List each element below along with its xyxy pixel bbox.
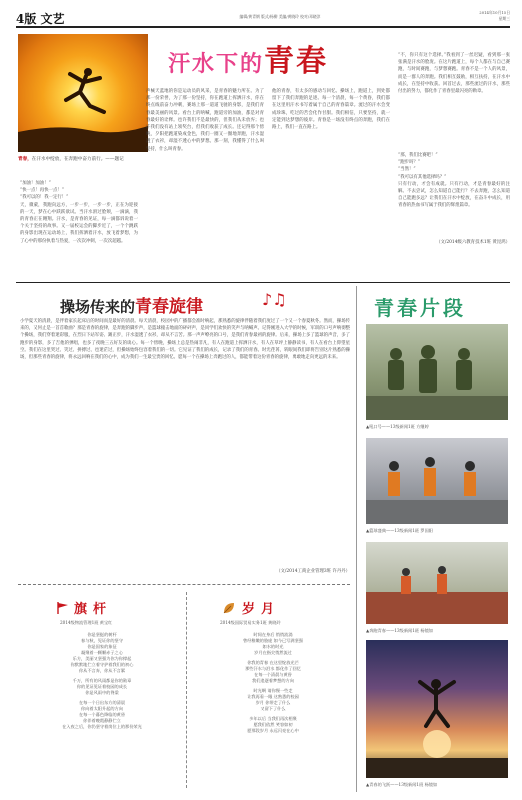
runner-sunset-photo <box>18 34 148 152</box>
music-note-icon: ♪♫ <box>262 290 287 309</box>
poem-line: 在每一个日出东方的清晨 <box>78 700 126 705</box>
poem-line: “我可以的！我一定行！” <box>20 195 69 201</box>
photo-section-divider <box>356 286 357 792</box>
date-line: 2014年10月15日 <box>479 10 510 15</box>
poem-line: 岁月在指尖悄然流过 <box>254 650 292 655</box>
poem-line: 乐方，美丽又坚强为你为你撑起 <box>72 656 132 661</box>
poem-line: 在每一个清晨与黄昏 <box>254 672 292 677</box>
photo-caption-1: ▲吼口号——13级新闻1班 方继婷 <box>366 424 429 429</box>
poem2-body <box>194 632 352 734</box>
article1-col3-text: 他的青春，有太多的感动与回忆。操场上，跑道上，到处都留下了我们奔跑的足迹。每一个清晨，每一个黄昏，我们都在这里用汗水书写着属于自己的青春篇章。流过的汗水会变成珍珠，吃过的苦会化作甘甜。我们相信，只要坚持，就一定能到达梦想的彼岸。青春是一场没有终点的奔跑，我们在路上，我们一直在路上。 <box>272 89 390 131</box>
article1-col1 <box>20 180 138 310</box>
poem-line: 你我的青春 在这里绽放光芒 <box>247 660 299 665</box>
runners-illustration-icon <box>366 542 508 624</box>
poems-top-divider <box>18 584 350 585</box>
poem-line: 时光啊 请你慢一些走 <box>253 688 293 693</box>
article2-byline: （文/2014工商企业管理3班 许丹丹） <box>276 569 350 574</box>
page-label: 4版 文艺 <box>16 12 65 26</box>
photo-military-salute <box>366 324 508 420</box>
photo-caption-4: ▲青春的飞跃——13级新闻1班 杨镜如 <box>366 782 438 787</box>
players-illustration-icon <box>366 438 508 524</box>
flag-icon <box>56 600 70 619</box>
article1-col4-text: “不，你只有这个选择。”我看到了一丝迟疑，看到那一张张满是汗水的脸庞。在这片跑道上，每个人都在与自己赛跑，与时间赛跑，与梦想赛跑。青春不是一个人的风景，而是一群人的奔跑。我们相互鼓励，相互扶持，在汗水中成长，在坚持中收获。回首过去，那些流过的汗水，那些付出的努力，都化作了青春里最闪亮的勋章。 <box>398 53 510 95</box>
dialog-line: “那，我们比赛吧！” <box>398 153 438 158</box>
photo-caption-3: ▲奔跑青春——13级新闻1班 杨镜如 <box>366 628 433 633</box>
soldiers-illustration-icon <box>366 324 508 420</box>
article1-col1-text: 天，微蒙，我跑向远方，一步一步，一步一步，正在为迎接的一天，梦在心中跃跃欲试。当汗水滑过脸颊，一滴滴，我的青春正在翱翔。汗水，是青春的见证，每一滴都诉说着一个关于坚持的故事。又一届校运会的脚步近了，一个个跳跃的身影出现在运动场上，我们挥洒着汗水，放飞着梦想，为了心中的那份执着与热爱，一次次冲刺，一次次超越。 <box>20 202 138 244</box>
poem-line: 时间在身后 悄悄流淌 <box>253 632 293 637</box>
poem-line: “快一点！再快一点！” <box>20 188 65 194</box>
poem-line: 你是坚挺的树杆 <box>87 632 117 637</box>
poem-line: “加油！加油！” <box>20 181 51 186</box>
article1-col2-text: 声械天蓝地的你是运动员的风采，是青春的魅力所在。为了那一份荣誉，为了那一份坚持，你在跑道上挥洒汗水，你在终点线前奋力冲刺，赛场上那一道道飞驰的身影，是我们青春最美丽的风景。看台上的呐喊，跑道旁的加油，都是对青春最好的诠释。也许我们不是最快的，但我们从未放弃；也许我们没有站上领奖台，但我们收获了成长。还记得那个傍晚，夕阳把跑道染成金色，我们一圈又一圈地奔跑，汗水湿透了衣衫，却湿不透心中的梦想。那一刻，我懂得了什么叫坚持，什么叫青春。 <box>146 89 264 152</box>
poem-line: 在每一个暮色降临的黄昏 <box>78 712 126 717</box>
photo-section-title: 青春片段 <box>374 296 466 320</box>
article2-title-part1: 操场传来的 <box>60 298 136 316</box>
photo-caption-2: ▲篮球盛典——13级新闻1班 罗国阳 <box>366 528 433 533</box>
article1-col4 <box>398 52 510 246</box>
jumping-person-icon <box>366 640 508 778</box>
header-rule <box>16 26 510 28</box>
runner-silhouette-icon <box>18 34 148 152</box>
weekday: 星期三 <box>498 16 510 21</box>
poem1-body <box>24 632 180 730</box>
article1-title-part1: 汗水下的 <box>168 52 265 77</box>
leaf-icon <box>222 600 236 619</box>
photo-jump-sunset <box>366 640 508 778</box>
article2-title-part2: 青春旋律 <box>135 297 204 317</box>
poem-line: 千万，所有的风雨都是你的勋章 <box>72 678 132 683</box>
poem-line: 愿我们依然 笑容如初 <box>253 722 293 727</box>
poem-line: 凝聚着一颗颗赤子之心 <box>81 650 123 655</box>
article1-col4-text2: 只有行动，才会有成就。只有行动，才是青春最好的注解。不去尝试，怎么知道自己能行？不去奔跑，怎么知道自己能跑多远？让我们在汗水中绽放，在奋斗中成长，用青春的热血书写属于我们的辉煌篇章。 <box>398 181 510 209</box>
poem-line: 多年以后 当我们再次相聚 <box>249 716 297 721</box>
poems-divider <box>186 592 187 788</box>
article1-title <box>168 36 388 80</box>
poem1-title: 旗杆 <box>74 602 113 617</box>
poem-line: 你默默地伫立着守护着我们的初心 <box>70 662 134 667</box>
poem-line: 你是风雨中的脊梁 <box>85 690 119 695</box>
article1-title-part2: 青春 <box>264 44 329 79</box>
poem-line: 你从不言弃，你从不言累 <box>78 668 126 673</box>
poem-line: 我们追逐着梦想的方向 <box>252 678 294 683</box>
poem-line: 如水的时光 <box>262 644 284 649</box>
photo-running-track <box>366 542 508 624</box>
section-rule-1 <box>16 282 510 283</box>
dialog-line: “跑步吗？” <box>398 160 421 166</box>
poem1-byline: 2014级物流管理1班 黄宝红 <box>60 620 113 625</box>
poem-line: 你向着太阳升起的方向 <box>81 706 123 711</box>
poem-line: 又留下了什么 <box>260 706 286 711</box>
poem-line: 愿那段岁月 永远闪亮在心中 <box>247 728 299 733</box>
article1-byline: （文/2014级六教育技术1班 黄昆鸿） <box>436 239 510 245</box>
poem2-title: 岁月 <box>242 602 281 617</box>
poem-line: 春与秋，见证你的坚守 <box>81 638 123 643</box>
article2-body: 小学夏天的清晨，是伴着家长起床后的时间而是最好的清晨。每天清晨，校园中的广播都会准时响起，那熟悉的旋律伴随着我们度过了一个又一个春夏秋冬。然而，操场传来的，又何止是一首首歌曲？那是青春的旋律，是奔跑的脚步声，是篮球撞击地面的砰砰声，是同学们欢快的笑声与呐喊声。记得刚进入大学的时候，军训的口号声响彻整个操场，我们穿着迷彩服，在烈日下站军姿、踢正步，汗水湿透了衣衫，却从不言苦。那一声声嘹亮的口号，是我们青春最初的旋律。后来，操场上多了篮球的声音，多了跑步的身影，多了吉他的弹唱，也多了夜晚三五好友的谈心。每一个傍晚，操场上总是热闹非凡，有人在跑道上挥洒汗水，有人在草坪上静静读书，有人在看台上仰望星空。我们在这里哭过、笑过、拼搏过、也迷茫过，但操场始终包容着我们的一切。它见证了我们的成长，记录了我们的青春。时光荏苒，转眼间我们即将告别这片熟悉的操场，但那些青春的旋律，将永远回响在我们的心中，成为我们一生最宝贵的回忆。愿每一个在操场上奔跑过的人，都能带着这份青春的旋律，勇敢地走向更远的未来。 <box>20 319 350 361</box>
dialog-line: “当然！” <box>398 167 416 173</box>
dialog-line: “我可以有其他选择吗？” <box>398 174 447 180</box>
photo-caption: 青春，在汗水中绽放，在奔跑中奋力前行。——题记 <box>18 157 124 162</box>
poem-line: 你伴着晚霞静静伫立 <box>83 718 121 723</box>
poem2-byline: 2014级国际贸易实务1班 黄晓玲 <box>220 620 281 625</box>
poem-line: 你是国家的象征 <box>87 644 117 649</box>
editor-line: 编辑/黄青钢 版式/杨柳 美编/黄晓玲 校对/邓晓淳 <box>239 14 321 19</box>
poem-line: 那些汗水与泪水 都化作了回忆 <box>245 666 301 671</box>
photo-basketball <box>366 438 508 524</box>
poem-line: 曾经稚嫩的脸庞 如今已写满坚强 <box>243 638 303 643</box>
poem-line: 岁月 你带走了什么 <box>255 700 291 705</box>
poem-line: 在入夜之后，你仍坚守着岗位上的那份荣光 <box>62 724 142 729</box>
poem-line: 你的见证见证着校园的成长 <box>76 684 128 689</box>
poem-line: 让我再看一眼 这熟悉的校园 <box>247 694 299 699</box>
